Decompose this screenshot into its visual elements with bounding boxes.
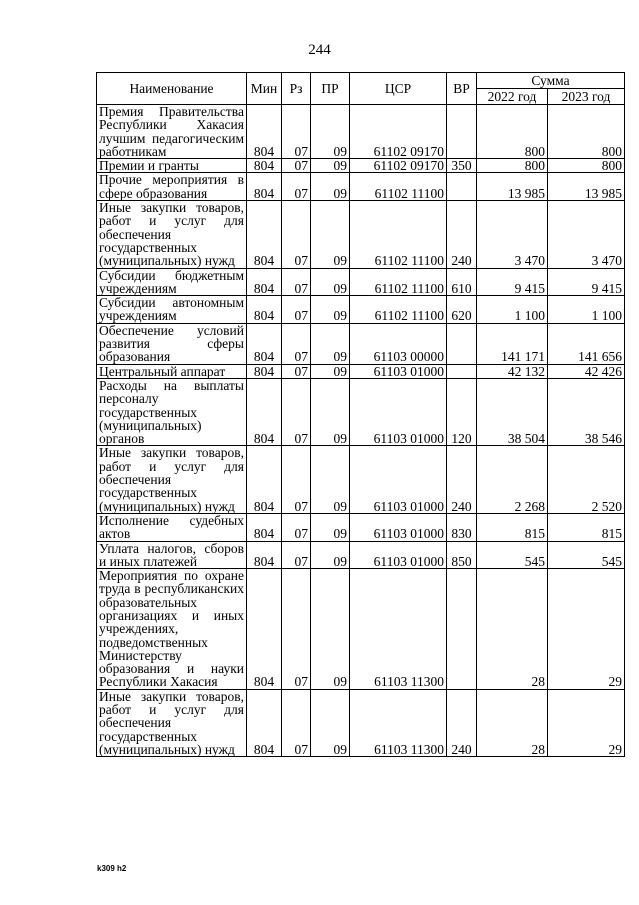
footer-code: k309 h2 [97,864,127,873]
cell-name: Премии и гранты [97,159,247,173]
cell-csr: 61102 11100 [350,268,447,296]
cell-sum-2022: 800 [477,159,548,173]
cell-vr: 240 [447,689,477,756]
cell-pr: 09 [311,513,350,541]
cell-sum-2022: 141 171 [477,323,548,364]
table-row [97,201,625,268]
table-row [97,378,625,445]
cell-min: 804 [247,296,282,324]
cell-rz: 07 [282,201,311,268]
cell-min: 804 [247,105,282,159]
cell-min: 804 [247,268,282,296]
cell-vr: 850 [447,541,477,569]
header-sum: Сумма [477,73,625,89]
cell-sum-2023: 29 [548,689,625,756]
cell-pr: 09 [311,569,350,690]
cell-name: Обеспечение условий развития сферы образования [97,323,247,364]
cell-name: Иные закупки товаров, работ и услуг для обеспечения государственных (муниципальных) нужд [97,689,247,756]
cell-rz: 07 [282,569,311,690]
cell-rz: 07 [282,689,311,756]
cell-vr: 350 [447,159,477,173]
cell-csr: 61103 11300 [350,569,447,690]
cell-csr: 61103 01000 [350,446,447,513]
cell-csr: 61102 11100 [350,201,447,268]
cell-name: Премия Правительства Республики Хакасия лучшим педагогическим работникам [97,105,247,159]
cell-sum-2022: 38 504 [477,378,548,445]
cell-sum-2023: 29 [548,569,625,690]
cell-vr: 830 [447,513,477,541]
cell-min: 804 [247,541,282,569]
cell-sum-2023: 13 985 [548,173,625,201]
cell-csr: 61102 11100 [350,296,447,324]
cell-csr: 61103 01000 [350,513,447,541]
cell-sum-2022: 1 100 [477,296,548,324]
cell-pr: 09 [311,296,350,324]
cell-name: Центральный аппарат [97,364,247,378]
budget-table [96,72,625,757]
cell-min: 804 [247,201,282,268]
cell-name: Иные закупки товаров, работ и услуг для обеспечения государственных (муниципальных) нужд [97,201,247,268]
cell-csr: 61103 01000 [350,364,447,378]
header-rz: Рз [282,73,311,105]
header-name: Наименование [97,73,247,105]
cell-rz: 07 [282,323,311,364]
cell-csr: 61102 09170 [350,105,447,159]
cell-sum-2022: 13 985 [477,173,548,201]
table-row [97,446,625,513]
cell-sum-2022: 9 415 [477,268,548,296]
cell-sum-2023: 800 [548,159,625,173]
cell-min: 804 [247,689,282,756]
cell-pr: 09 [311,105,350,159]
table-row [97,689,625,756]
cell-csr: 61103 00000 [350,323,447,364]
cell-pr: 09 [311,541,350,569]
table-row [97,323,625,364]
cell-pr: 09 [311,446,350,513]
cell-pr: 09 [311,173,350,201]
cell-pr: 09 [311,689,350,756]
header-year-2023: 2023 год [548,89,625,105]
cell-min: 804 [247,513,282,541]
cell-sum-2023: 38 546 [548,378,625,445]
cell-csr: 61102 09170 [350,159,447,173]
cell-sum-2023: 2 520 [548,446,625,513]
cell-sum-2022: 800 [477,105,548,159]
cell-vr [447,173,477,201]
cell-min: 804 [247,364,282,378]
header-pr: ПР [311,73,350,105]
cell-sum-2023: 800 [548,105,625,159]
cell-name: Исполнение судебных актов [97,513,247,541]
table-row [97,296,625,324]
cell-min: 804 [247,446,282,513]
cell-min: 804 [247,173,282,201]
cell-csr: 61103 01000 [350,541,447,569]
cell-name: Уплата налогов, сборов и иных платежей [97,541,247,569]
cell-pr: 09 [311,364,350,378]
table-row [97,173,625,201]
cell-pr: 09 [311,378,350,445]
cell-vr: 240 [447,446,477,513]
cell-vr [447,364,477,378]
cell-rz: 07 [282,378,311,445]
cell-sum-2023: 3 470 [548,201,625,268]
cell-rz: 07 [282,541,311,569]
cell-vr: 240 [447,201,477,268]
header-vr: ВР [447,73,477,105]
table-row [97,159,625,173]
page-number: 244 [308,42,331,58]
cell-sum-2023: 815 [548,513,625,541]
cell-sum-2023: 545 [548,541,625,569]
cell-rz: 07 [282,173,311,201]
cell-vr: 120 [447,378,477,445]
cell-sum-2022: 545 [477,541,548,569]
cell-rz: 07 [282,513,311,541]
cell-vr [447,323,477,364]
cell-pr: 09 [311,159,350,173]
cell-pr: 09 [311,268,350,296]
cell-name: Мероприятия по охране труда в республиканских образовательных организациях и иных учреждениях, подведомственных Министерству образования и науки Республики Хакасия [97,569,247,690]
cell-vr [447,569,477,690]
cell-sum-2022: 28 [477,569,548,690]
cell-min: 804 [247,159,282,173]
cell-rz: 07 [282,446,311,513]
cell-name: Субсидии автономным учреждениям [97,296,247,324]
cell-name: Прочие мероприятия в сфере образования [97,173,247,201]
cell-vr [447,105,477,159]
cell-vr: 610 [447,268,477,296]
cell-pr: 09 [311,323,350,364]
cell-sum-2023: 1 100 [548,296,625,324]
table-row [97,541,625,569]
cell-csr: 61103 11300 [350,689,447,756]
table-row [97,569,625,690]
cell-csr: 61103 01000 [350,378,447,445]
header-row [97,73,625,89]
cell-name: Иные закупки товаров, работ и услуг для обеспечения государственных (муниципальных) нужд [97,446,247,513]
cell-sum-2022: 815 [477,513,548,541]
header-csr: ЦСР [350,73,447,105]
cell-name: Расходы на выплаты персоналу государственных (муниципальных) органов [97,378,247,445]
table-header [97,73,625,105]
cell-min: 804 [247,569,282,690]
cell-csr: 61102 11100 [350,173,447,201]
cell-rz: 07 [282,268,311,296]
cell-sum-2023: 141 656 [548,323,625,364]
cell-rz: 07 [282,159,311,173]
table-body [97,105,625,757]
cell-sum-2023: 9 415 [548,268,625,296]
cell-sum-2022: 3 470 [477,201,548,268]
cell-min: 804 [247,378,282,445]
cell-min: 804 [247,323,282,364]
cell-rz: 07 [282,296,311,324]
cell-sum-2022: 28 [477,689,548,756]
cell-rz: 07 [282,105,311,159]
cell-vr: 620 [447,296,477,324]
header-min: Мин [247,73,282,105]
table-row [97,364,625,378]
cell-sum-2022: 2 268 [477,446,548,513]
cell-rz: 07 [282,364,311,378]
table-row [97,105,625,159]
table-row [97,513,625,541]
cell-name: Субсидии бюджетным учреждениям [97,268,247,296]
cell-sum-2023: 42 426 [548,364,625,378]
header-year-2022: 2022 год [477,89,548,105]
table-row [97,268,625,296]
cell-sum-2022: 42 132 [477,364,548,378]
cell-pr: 09 [311,201,350,268]
